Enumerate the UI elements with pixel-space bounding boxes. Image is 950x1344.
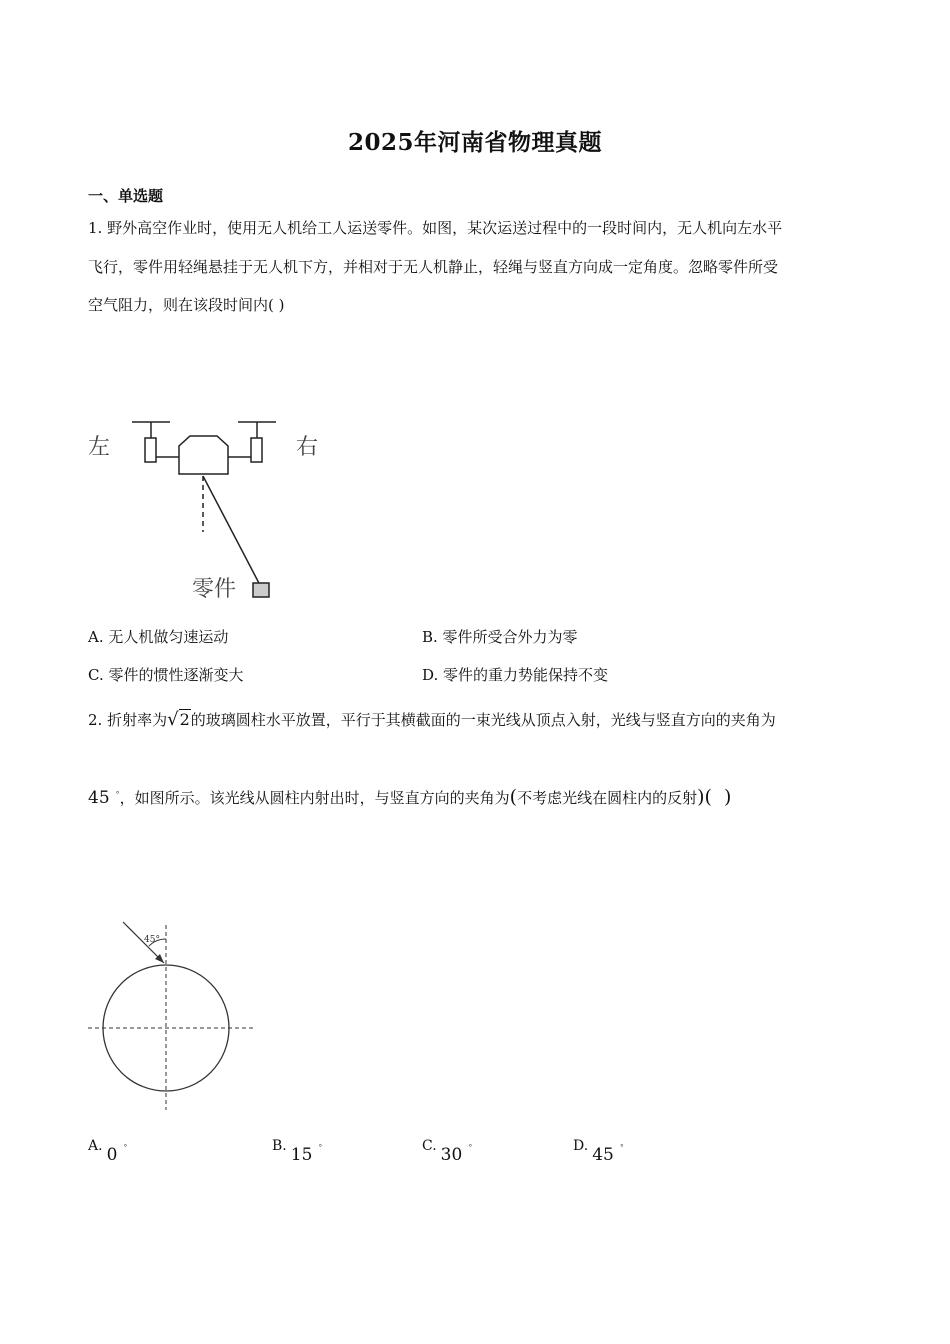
q2-option-d[interactable]: [573, 1135, 624, 1165]
q1-option-d[interactable]: D. 零件的重力势能保持不变: [422, 666, 609, 684]
q2-line2-text: ，如图所示。该光线从圆柱内射出时，与竖直方向的夹角为: [119, 789, 510, 807]
q2-option-a-value: 0: [106, 1145, 118, 1165]
drone-body: [179, 436, 228, 474]
q2-option-b-degree: °: [318, 1143, 323, 1152]
rope: [203, 476, 261, 587]
q1-option-c[interactable]: C. 零件的惯性逐渐变大: [88, 666, 244, 684]
q2-line1-post: 的玻璃圆柱水平放置，平行于其横截面的一束光线从顶点入射，光线与竖直方向的夹角为: [190, 711, 776, 729]
right-label: 右: [296, 435, 319, 460]
q2-text-line2: [88, 785, 731, 808]
paren-close: ): [697, 786, 705, 808]
q2-option-d-label: D.: [573, 1138, 589, 1154]
angle-label: 45°: [144, 935, 160, 945]
left-label: 左: [88, 435, 111, 460]
q1-text-line2: 飞行，零件用轻绳悬挂于无人机下方，并相对于无人机静止，轻绳与竖直方向成一定角度。忽略零件所受: [88, 258, 779, 276]
q2-option-c-degree: °: [468, 1143, 473, 1152]
q2-paren-text: 不考虑光线在圆柱内的反射: [517, 789, 698, 807]
q2-option-c[interactable]: [422, 1135, 473, 1165]
section-heading: 一、单选题: [88, 187, 164, 205]
q1-option-b[interactable]: B. 零件所受合外力为零: [422, 628, 578, 646]
q2-option-b-label: B.: [272, 1138, 287, 1154]
part-label: 零件: [192, 577, 237, 602]
q2-option-a[interactable]: [88, 1135, 128, 1165]
part-box: [253, 583, 269, 597]
degree-symbol: °: [115, 790, 120, 799]
q2-option-a-degree: °: [123, 1143, 128, 1152]
q1-text-line3: 空气阻力，则在该段时间内( ): [88, 296, 285, 314]
sqrt-expression: [167, 710, 191, 730]
paren-open: (: [509, 786, 518, 808]
q2-option-c-label: C.: [422, 1138, 437, 1154]
q2-option-d-degree: °: [619, 1143, 624, 1152]
q1-text-line1: 1. 野外高空作业时，使用无人机给工人运送零件。如图，某次运送过程中的一段时间内，无人机向左水平: [88, 219, 783, 237]
q2-option-a-label: A.: [88, 1138, 103, 1154]
left-motor: [145, 438, 156, 462]
q2-option-d-value: 45: [592, 1145, 614, 1165]
q2-angle-value: 45: [88, 788, 110, 808]
q2-option-b[interactable]: [272, 1135, 323, 1165]
q1-option-a[interactable]: A. 无人机做匀速运动: [88, 628, 229, 646]
q2-option-b-value: 15: [290, 1145, 313, 1165]
q2-option-c-value: 30: [440, 1145, 463, 1165]
sqrt-sign-icon: √: [167, 709, 179, 730]
q2-line1-pre: 2. 折射率为: [88, 711, 168, 729]
answer-paren-close: ): [723, 786, 732, 808]
page-title: 2025年河南省物理真题: [347, 129, 602, 156]
q2-text-line1: [88, 710, 776, 730]
answer-paren-open: (: [704, 786, 712, 808]
drone-figure: [120, 410, 290, 610]
right-motor: [251, 438, 262, 462]
cylinder-figure: [85, 915, 260, 1115]
sqrt-number: 2: [179, 710, 190, 729]
